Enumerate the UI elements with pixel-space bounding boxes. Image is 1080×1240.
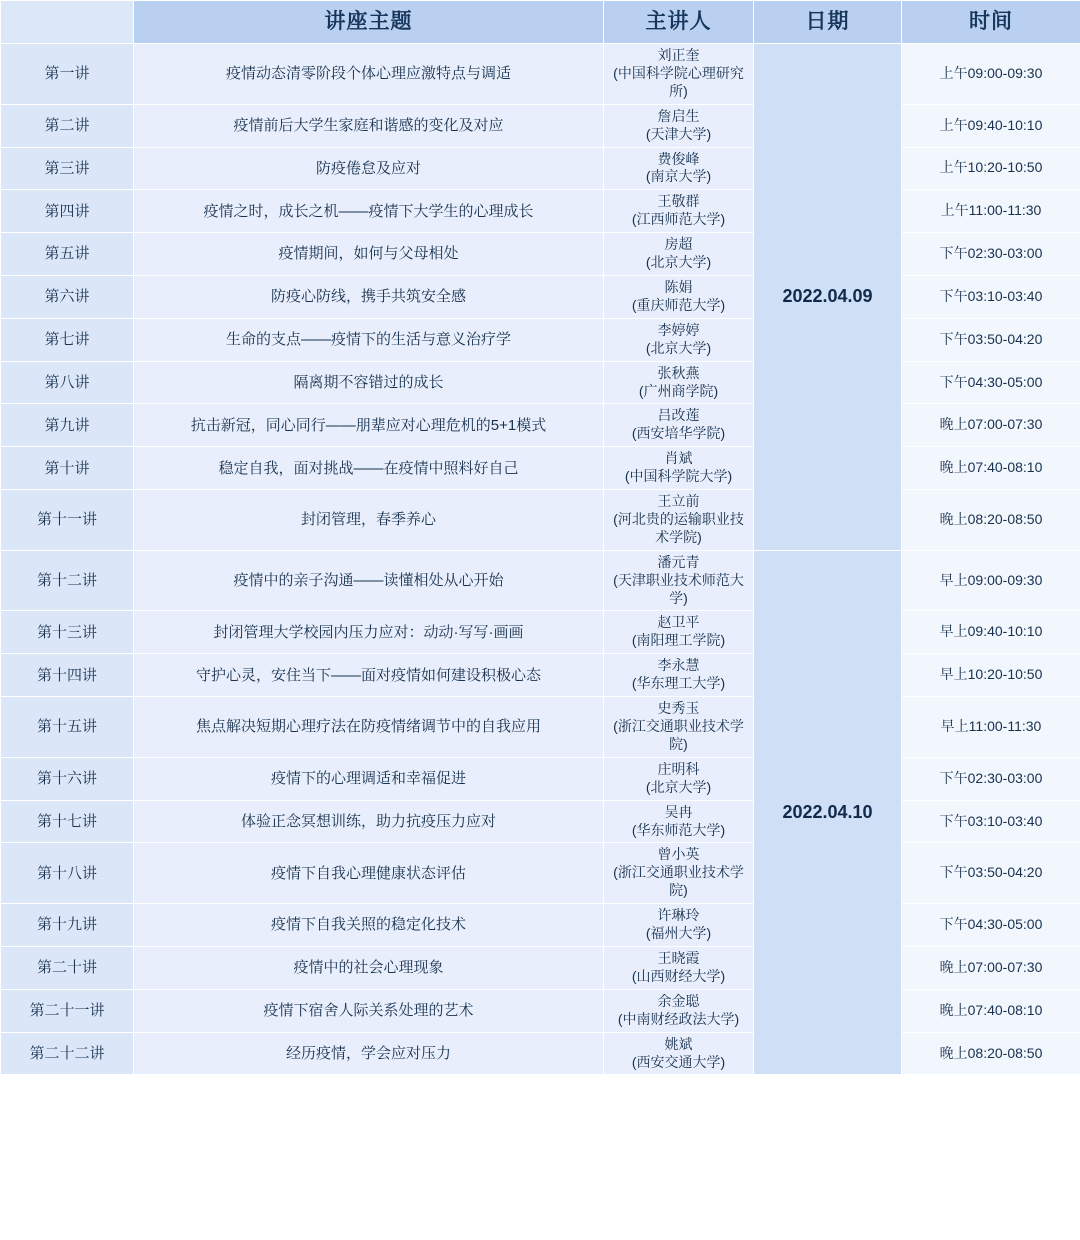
lecture-time: 早上11:00-11:30: [902, 697, 1080, 758]
lecture-speaker: [604, 104, 754, 147]
speaker-name: 王立前: [657, 493, 700, 510]
lecture-speaker: [604, 275, 754, 318]
lecture-speaker: [604, 44, 754, 105]
lecture-speaker: [604, 989, 754, 1032]
lecture-speaker: [604, 318, 754, 361]
speaker-name: 姚斌: [664, 1035, 693, 1052]
table-row: [1, 654, 1080, 697]
table-body: [1, 44, 1080, 1075]
speaker-affiliation: (北京大学): [645, 778, 712, 795]
lecture-index: 第十九讲: [1, 904, 134, 947]
lecture-index: 第十讲: [1, 447, 134, 490]
header-time: 时间: [902, 1, 1080, 44]
lecture-time: 上午09:40-10:10: [902, 104, 1080, 147]
header-index: [1, 1, 134, 44]
lecture-speaker: [604, 757, 754, 800]
table-row: [1, 147, 1080, 190]
speaker-affiliation: (北京大学): [645, 339, 712, 356]
lecture-index: 第二十讲: [1, 946, 134, 989]
table-row: [1, 989, 1080, 1032]
table-row: [1, 44, 1080, 105]
speaker-name: 余金聪: [657, 992, 700, 1009]
lecture-topic: 疫情下自我关照的稳定化技术: [134, 904, 604, 947]
lecture-time: 晚上07:00-07:30: [902, 946, 1080, 989]
lecture-time: 上午09:00-09:30: [902, 44, 1080, 105]
lecture-topic: 封闭管理，春季养心: [134, 490, 604, 551]
lecture-topic: 焦点解决短期心理疗法在防疫情绪调节中的自我应用: [134, 697, 604, 758]
speaker-name: 陈娟: [664, 278, 693, 295]
lecture-speaker: [604, 654, 754, 697]
lecture-speaker: [604, 843, 754, 904]
speaker-affiliation: (华东师范大学): [631, 821, 726, 838]
speaker-name: 詹启生: [657, 107, 700, 124]
table-row: [1, 490, 1080, 551]
lecture-date: 2022.04.09: [754, 44, 902, 551]
table-row: [1, 318, 1080, 361]
lecture-index: 第十五讲: [1, 697, 134, 758]
lecture-speaker: [604, 611, 754, 654]
speaker-affiliation: (天津大学): [645, 125, 712, 142]
table-row: [1, 550, 1080, 611]
lecture-time: 晚上07:00-07:30: [902, 404, 1080, 447]
speaker-name: 许琳玲: [657, 907, 700, 924]
lecture-time: 上午10:20-10:50: [902, 147, 1080, 190]
table-row: [1, 800, 1080, 843]
speaker-affiliation: (广州商学院): [638, 382, 719, 399]
speaker-name: 房超: [664, 236, 693, 253]
speaker-name: 费俊峰: [657, 150, 700, 167]
lecture-topic: 封闭管理大学校园内压力应对：动动·写写·画画: [134, 611, 604, 654]
lecture-speaker: [604, 1032, 754, 1075]
table-row: [1, 904, 1080, 947]
lecture-time: 晚上08:20-08:50: [902, 490, 1080, 551]
lecture-index: 第五讲: [1, 233, 134, 276]
lecture-time: 晚上07:40-08:10: [902, 989, 1080, 1032]
lecture-topic: 隔离期不容错过的成长: [134, 361, 604, 404]
lecture-topic: 抗击新冠，同心同行——朋辈应对心理危机的5+1模式: [134, 404, 604, 447]
speaker-name: 王晓霞: [657, 949, 700, 966]
table-header: [1, 1, 1080, 44]
lecture-index: 第二十一讲: [1, 989, 134, 1032]
lecture-speaker: [604, 147, 754, 190]
header-topic: 讲座主题: [134, 1, 604, 44]
lecture-index: 第八讲: [1, 361, 134, 404]
lecture-topic: 疫情之时，成长之机——疫情下大学生的心理成长: [134, 190, 604, 233]
speaker-affiliation: (福州大学): [645, 925, 712, 942]
speaker-name: 曾小英: [657, 846, 700, 863]
lecture-speaker: [604, 490, 754, 551]
lecture-time: 晚上07:40-08:10: [902, 447, 1080, 490]
table-row: [1, 1032, 1080, 1075]
lecture-topic: 疫情下的心理调适和幸福促进: [134, 757, 604, 800]
lecture-topic: 疫情期间，如何与父母相处: [134, 233, 604, 276]
lecture-speaker: [604, 800, 754, 843]
header-speaker: 主讲人: [604, 1, 754, 44]
lecture-time: 早上09:40-10:10: [902, 611, 1080, 654]
table-row: [1, 611, 1080, 654]
lecture-time: 下午03:50-04:20: [902, 843, 1080, 904]
lecture-date: 2022.04.10: [754, 550, 902, 1075]
lecture-speaker: [604, 361, 754, 404]
table-row: [1, 946, 1080, 989]
speaker-affiliation: (西安交通大学): [631, 1053, 726, 1070]
speaker-affiliation: (南阳理工学院): [631, 632, 726, 649]
lecture-index: 第一讲: [1, 44, 134, 105]
table-row: [1, 190, 1080, 233]
lecture-time: 上午11:00-11:30: [902, 190, 1080, 233]
lecture-index: 第二讲: [1, 104, 134, 147]
lecture-topic: 疫情前后大学生家庭和谐感的变化及对应: [134, 104, 604, 147]
speaker-affiliation: (江西师范大学): [631, 211, 726, 228]
lecture-speaker: [604, 447, 754, 490]
lecture-time: 早上09:00-09:30: [902, 550, 1080, 611]
speaker-affiliation: (华东理工大学): [631, 675, 726, 692]
speaker-affiliation: (河北贵的运输职业技术学院): [613, 510, 744, 545]
lecture-index: 第二十二讲: [1, 1032, 134, 1075]
speaker-affiliation: (山西财经大学): [631, 967, 726, 984]
header-date: 日期: [754, 1, 902, 44]
speaker-affiliation: (西安培华学院): [631, 425, 726, 442]
table-row: [1, 404, 1080, 447]
lecture-time: 晚上08:20-08:50: [902, 1032, 1080, 1075]
lecture-speaker: [604, 946, 754, 989]
speaker-affiliation: (中国科学院大学): [624, 468, 733, 485]
speaker-name: 李永慧: [657, 657, 700, 674]
lecture-index: 第十三讲: [1, 611, 134, 654]
lecture-topic: 守护心灵，安住当下——面对疫情如何建设积极心态: [134, 654, 604, 697]
lecture-topic: 防疫倦怠及应对: [134, 147, 604, 190]
lecture-index: 第九讲: [1, 404, 134, 447]
table-row: [1, 275, 1080, 318]
speaker-affiliation: (浙江交通职业技术学院): [613, 864, 744, 899]
lecture-topic: 疫情中的社会心理现象: [134, 946, 604, 989]
lecture-time: 下午02:30-03:00: [902, 757, 1080, 800]
table-row: [1, 697, 1080, 758]
lecture-topic: 防疫心防线，携手共筑安全感: [134, 275, 604, 318]
speaker-name: 史秀玉: [657, 700, 700, 717]
lecture-index: 第十六讲: [1, 757, 134, 800]
header-row: [1, 1, 1080, 44]
speaker-name: 吕改莲: [657, 407, 700, 424]
lecture-index: 第三讲: [1, 147, 134, 190]
speaker-name: 王敬群: [657, 193, 700, 210]
lecture-speaker: [604, 697, 754, 758]
lecture-index: 第十八讲: [1, 843, 134, 904]
lecture-index: 第四讲: [1, 190, 134, 233]
table-row: [1, 233, 1080, 276]
lecture-time: 早上10:20-10:50: [902, 654, 1080, 697]
table-row: [1, 447, 1080, 490]
speaker-affiliation: (南京大学): [645, 168, 712, 185]
speaker-name: 吴冉: [664, 803, 693, 820]
lecture-index: 第十七讲: [1, 800, 134, 843]
table-row: [1, 361, 1080, 404]
lecture-index: 第十一讲: [1, 490, 134, 551]
lecture-time: 下午03:50-04:20: [902, 318, 1080, 361]
speaker-affiliation: (中南财经政法大学): [617, 1010, 740, 1027]
lecture-topic: 疫情动态清零阶段个体心理应激特点与调适: [134, 44, 604, 105]
lecture-speaker: [604, 190, 754, 233]
speaker-name: 潘元青: [657, 553, 700, 570]
speaker-name: 张秋燕: [657, 364, 700, 381]
speaker-name: 庄明科: [657, 760, 700, 777]
lecture-topic: 经历疫情，学会应对压力: [134, 1032, 604, 1075]
lecture-index: 第十二讲: [1, 550, 134, 611]
speaker-name: 赵卫平: [657, 614, 700, 631]
speaker-name: 刘正奎: [657, 47, 700, 63]
lecture-speaker: [604, 550, 754, 611]
lecture-speaker: [604, 404, 754, 447]
lecture-time: 下午02:30-03:00: [902, 233, 1080, 276]
speaker-affiliation: (中国科学院心理研究所): [613, 64, 744, 99]
table-row: [1, 757, 1080, 800]
lecture-topic: 体验正念冥想训练，助力抗疫压力应对: [134, 800, 604, 843]
lecture-index: 第十四讲: [1, 654, 134, 697]
table-row: [1, 104, 1080, 147]
speaker-affiliation: (重庆师范大学): [631, 296, 726, 313]
lecture-topic: 稳定自我，面对挑战——在疫情中照料好自己: [134, 447, 604, 490]
lecture-time: 下午04:30-05:00: [902, 904, 1080, 947]
lecture-topic: 疫情中的亲子沟通——读懂相处从心开始: [134, 550, 604, 611]
lecture-topic: 疫情下自我心理健康状态评估: [134, 843, 604, 904]
lecture-topic: 生命的支点——疫情下的生活与意义治疗学: [134, 318, 604, 361]
speaker-affiliation: (天津职业技术师范大学): [613, 571, 744, 606]
lecture-time: 下午03:10-03:40: [902, 800, 1080, 843]
lecture-index: 第六讲: [1, 275, 134, 318]
lecture-time: 下午03:10-03:40: [902, 275, 1080, 318]
speaker-affiliation: (北京大学): [645, 254, 712, 271]
lecture-speaker: [604, 904, 754, 947]
lecture-index: 第七讲: [1, 318, 134, 361]
speaker-name: 肖斌: [664, 450, 693, 467]
table-row: [1, 843, 1080, 904]
lecture-time: 下午04:30-05:00: [902, 361, 1080, 404]
lecture-topic: 疫情下宿舍人际关系处理的艺术: [134, 989, 604, 1032]
speaker-name: 李婷婷: [657, 321, 700, 338]
lecture-speaker: [604, 233, 754, 276]
speaker-affiliation: (浙江交通职业技术学院): [613, 718, 744, 752]
